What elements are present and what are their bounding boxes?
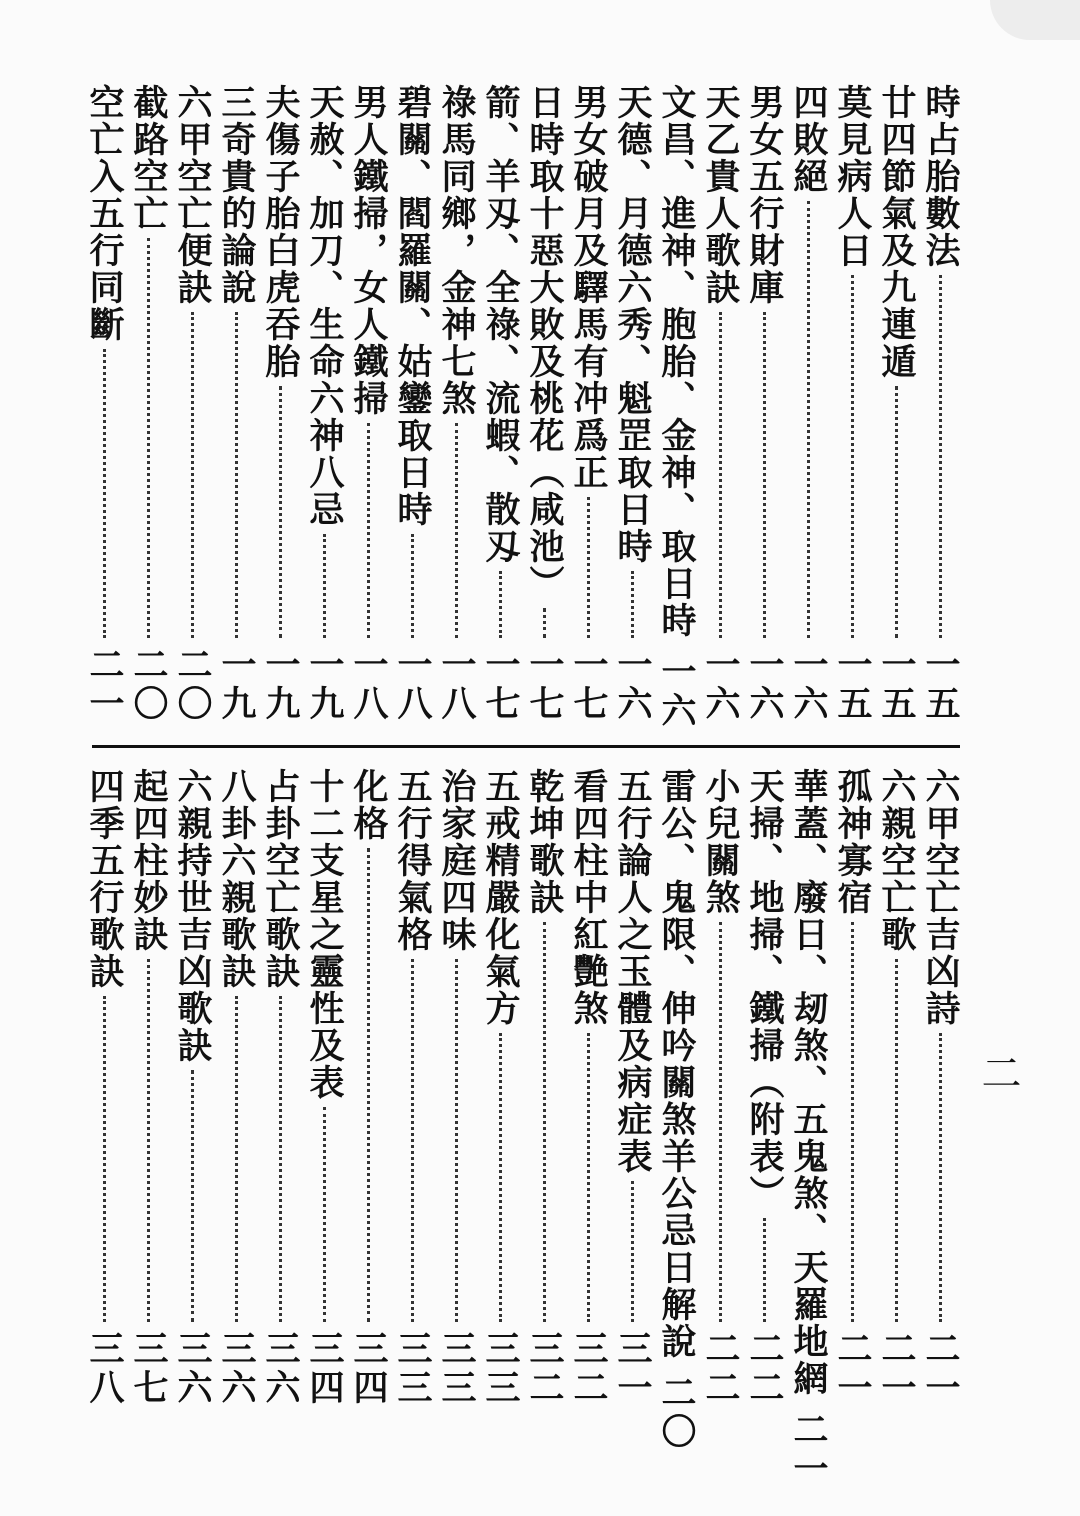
toc-entry-title: 起四柱妙訣 <box>128 768 169 953</box>
toc-entry-page: 一八 <box>436 646 477 724</box>
toc-entry <box>654 768 698 1452</box>
toc-entry <box>830 84 874 724</box>
toc-entry-page: 一八 <box>392 646 433 724</box>
toc-entry-page: 三四 <box>304 1330 345 1408</box>
toc-entry-page: 一七 <box>524 646 565 724</box>
toc-entry-page: 三三 <box>436 1330 477 1408</box>
toc-entry-title: 三奇貴的論說 <box>216 84 257 306</box>
toc-entry <box>742 84 786 724</box>
dot-leader <box>499 571 502 638</box>
toc-entry-title: 治家庭四味 <box>436 768 477 953</box>
toc-entry-title: 天乙貴人歌訣 <box>700 84 741 306</box>
toc-entry-page: 一九 <box>304 646 345 724</box>
dot-leader <box>719 312 722 638</box>
section-divider <box>92 745 960 748</box>
toc-entry-title: 化格 <box>348 768 389 842</box>
dot-leader <box>235 996 238 1322</box>
toc-entry <box>610 84 654 724</box>
toc-entry <box>346 84 390 724</box>
toc-entry-title: 五行論人之玉體及病症表 <box>612 768 653 1175</box>
dot-leader <box>103 349 106 638</box>
dot-leader <box>939 275 942 638</box>
page-corner <box>990 0 1080 40</box>
dot-leader <box>411 534 414 638</box>
toc-entry <box>874 84 918 724</box>
toc-entry-title: 天赦、加刀、生命六神八忌 <box>304 84 345 528</box>
toc-entry-page: 三四 <box>348 1330 389 1408</box>
dot-leader <box>763 312 766 638</box>
toc-entry-page: 一六 <box>656 653 697 731</box>
dot-leader <box>147 959 150 1322</box>
toc-entry-title: 六親持世吉凶歌訣 <box>172 768 213 1064</box>
toc-entry-page: 一七 <box>568 646 609 724</box>
toc-entry-title: 四季五行歌訣 <box>84 768 125 990</box>
toc-bottom-section <box>80 768 961 1489</box>
dot-leader <box>191 312 194 638</box>
toc-top-section <box>80 84 961 731</box>
dot-leader <box>851 275 854 638</box>
dot-leader <box>367 848 370 1322</box>
toc-entry <box>82 768 126 1408</box>
toc-entry-title: 碧關、閻羅關、姑鑾取日時 <box>392 84 433 528</box>
toc-entry <box>390 768 434 1408</box>
toc-entry <box>522 768 566 1408</box>
toc-entry-page: 三一 <box>612 1330 653 1408</box>
toc-entry-title: 夫傷子胎白虎吞胎 <box>260 84 301 380</box>
dot-leader <box>279 386 282 638</box>
toc-entry-page: 三三 <box>392 1330 433 1408</box>
toc-entry-title: 看四柱中紅艷煞 <box>568 768 609 1027</box>
toc-entry-title: 祿馬同鄉，金神七煞 <box>436 84 477 417</box>
dot-leader <box>411 959 414 1322</box>
dot-leader <box>323 1107 326 1322</box>
toc-entry-title: 日時取十惡大敗及桃花（咸池） <box>524 84 565 602</box>
dot-leader <box>367 423 370 638</box>
toc-entry-title: 四敗絕 <box>788 84 829 195</box>
toc-entry <box>698 84 742 724</box>
toc-entry-title: 孤神寡宿 <box>832 768 873 916</box>
toc-entry <box>566 768 610 1408</box>
toc-entry-title: 天掃、地掃、鐵掃（附表） <box>744 768 785 1212</box>
toc-entry <box>390 84 434 724</box>
toc-entry-page: 二一 <box>788 1411 829 1489</box>
dot-leader <box>895 386 898 638</box>
toc-entry-title: 時占胎數法 <box>920 84 961 269</box>
page-folio: 二 <box>975 1052 1021 1092</box>
toc-entry-title: 天德、月德六秀、魁罡取日時 <box>612 84 653 565</box>
toc-entry <box>82 84 126 724</box>
dot-leader <box>455 423 458 638</box>
dot-leader <box>543 608 546 638</box>
toc-entry <box>302 84 346 724</box>
toc-entry <box>786 84 830 724</box>
toc-entry-title: 八卦六親歌訣 <box>216 768 257 990</box>
toc-entry <box>214 768 258 1408</box>
toc-entry <box>698 768 742 1408</box>
dot-leader <box>763 1218 766 1322</box>
toc-entry-title: 廿四節氣及九連遁 <box>876 84 917 380</box>
dot-leader <box>807 201 810 638</box>
toc-entry-title: 占卦空亡歌訣 <box>260 768 301 990</box>
toc-entry <box>170 84 214 724</box>
toc-entry <box>170 768 214 1408</box>
toc-entry <box>302 768 346 1408</box>
toc-entry-page: 二二 <box>700 1330 741 1408</box>
toc-entry-page: 二一 <box>84 646 125 724</box>
dot-leader <box>631 571 634 638</box>
dot-leader <box>631 1181 634 1322</box>
toc-entry-title: 華蓋、廢日、刼煞、五鬼煞、天羅地網 <box>788 768 829 1397</box>
dot-leader <box>895 959 898 1322</box>
toc-entry <box>830 768 874 1408</box>
toc-entry-page: 二一 <box>876 1330 917 1408</box>
dot-leader <box>587 1033 590 1322</box>
toc-entry-title: 六甲空亡吉凶詩 <box>920 768 961 1027</box>
dot-leader <box>323 534 326 638</box>
toc-entry-title: 男人鐵掃，女人鐵掃 <box>348 84 389 417</box>
toc-entry-title: 雷公、鬼限、伸吟關煞羊公忌日解說 <box>656 768 697 1360</box>
toc-entry <box>214 84 258 724</box>
toc-entry-page: 三七 <box>128 1330 169 1408</box>
toc-entry <box>522 84 566 724</box>
toc-entry <box>918 768 962 1408</box>
toc-entry-page: 一六 <box>700 646 741 724</box>
dot-leader <box>235 312 238 638</box>
toc-entry <box>786 768 830 1489</box>
toc-entry-title: 六甲空亡便訣 <box>172 84 213 306</box>
toc-entry <box>874 768 918 1408</box>
toc-entry-page: 一五 <box>832 646 873 724</box>
toc-entry-page: 二〇 <box>656 1374 697 1452</box>
dot-leader <box>499 1033 502 1322</box>
dot-leader <box>191 1070 194 1322</box>
toc-entry-page: 三三 <box>480 1330 521 1408</box>
toc-entry <box>346 768 390 1408</box>
toc-entry-page: 一六 <box>788 646 829 724</box>
toc-entry <box>610 768 654 1408</box>
toc-entry-title: 男女五行財庫 <box>744 84 785 306</box>
toc-entry-page: 一五 <box>876 646 917 724</box>
toc-entry <box>654 84 698 731</box>
toc-entry <box>918 84 962 724</box>
dot-leader <box>147 238 150 638</box>
dot-leader <box>103 996 106 1322</box>
toc-entry-title: 空亡入五行同斷 <box>84 84 125 343</box>
toc-entry <box>478 84 522 724</box>
toc-entry <box>434 84 478 724</box>
toc-entry-page: 二〇 <box>172 646 213 724</box>
toc-entry <box>258 768 302 1408</box>
toc-entry-page: 一五 <box>920 646 961 724</box>
toc-entry-page: 三八 <box>84 1330 125 1408</box>
toc-entry-page: 一九 <box>260 646 301 724</box>
toc-entry-page: 二一 <box>832 1330 873 1408</box>
toc-entry-page: 二〇 <box>128 646 169 724</box>
toc-entry <box>742 768 786 1408</box>
toc-entry-title: 五行得氣格 <box>392 768 433 953</box>
toc-entry-page: 三二 <box>524 1330 565 1408</box>
toc-entry-title: 小兒關煞 <box>700 768 741 916</box>
dot-leader <box>939 1033 942 1322</box>
toc-entry-page: 一九 <box>216 646 257 724</box>
toc-entry-page: 一八 <box>348 646 389 724</box>
toc-entry-title: 十二支星之靈性及表 <box>304 768 345 1101</box>
toc-entry-title: 文昌、進神、胞胎、金神、取日時 <box>656 84 697 639</box>
dot-leader <box>587 497 590 638</box>
toc-entry-title: 截路空亡 <box>128 84 169 232</box>
toc-entry-page: 一六 <box>612 646 653 724</box>
toc-entry <box>478 768 522 1408</box>
dot-leader <box>719 922 722 1322</box>
toc-entry-title: 箭、羊刄、全祿、流蝦、散刄 <box>480 84 521 565</box>
toc-entry-page: 二一 <box>920 1330 961 1408</box>
dot-leader <box>543 922 546 1322</box>
toc-entry-title: 乾坤歌訣 <box>524 768 565 916</box>
toc-entry-title: 六親空亡歌 <box>876 768 917 953</box>
toc-entry-page: 一六 <box>744 646 785 724</box>
toc-entry <box>126 768 170 1408</box>
toc-entry-page: 三六 <box>172 1330 213 1408</box>
dot-leader <box>851 922 854 1322</box>
dot-leader <box>455 959 458 1322</box>
toc-entry <box>566 84 610 724</box>
toc-entry-page: 三六 <box>260 1330 301 1408</box>
toc-entry <box>126 84 170 724</box>
toc-entry-title: 莫見病人日 <box>832 84 873 269</box>
dot-leader <box>279 996 282 1322</box>
toc-entry-page: 三六 <box>216 1330 257 1408</box>
toc-entry-page: 一七 <box>480 646 521 724</box>
toc-entry-title: 五戒精嚴化氣方 <box>480 768 521 1027</box>
toc-entry <box>258 84 302 724</box>
toc-entry-page: 二二 <box>744 1330 785 1408</box>
toc-entry-page: 三二 <box>568 1330 609 1408</box>
toc-entry <box>434 768 478 1408</box>
toc-entry-title: 男女破月及驛馬有冲爲正 <box>568 84 609 491</box>
